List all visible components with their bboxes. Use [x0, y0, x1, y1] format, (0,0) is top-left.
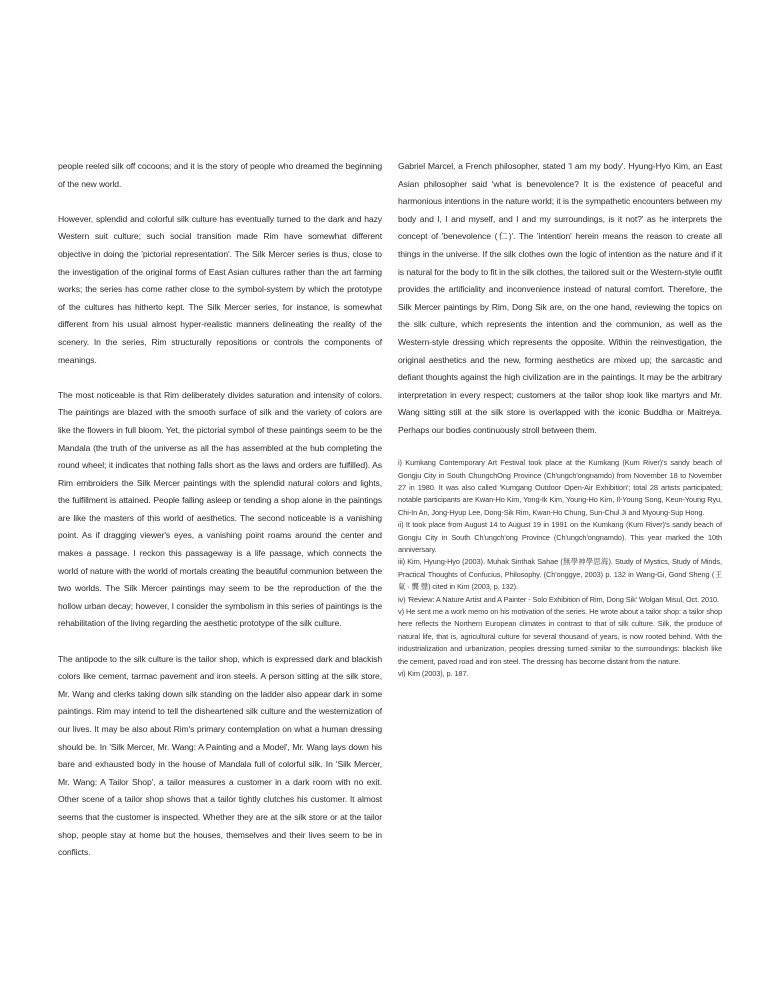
footnote: i) Kumkang Contemporary Art Festival took place at the Kumkang (Kum River)'s sandy beach of Gongju City in South ChungchOng Province (Ch'ungch'ongnamdo) from November 18 to November 27 in 1980. It was also called 'Kumgang Outdoor Open-Air Exhibition'; total 28 artists participated; notable participants are Kwan-Ho Kim, Yong-Ik Kim, Young-Ho Kim, Il-Young Song, Keun-Young Ryu, Chi-In An, Jong-Hyup Lee, Dong-Sik Rim, Kwan-Ho Chung, Sun-Chul Ji and Myoung-Sup Hong. [398, 458, 722, 517]
footnote: vi) Kim (2003), p. 187. [398, 669, 469, 678]
paragraph: The antipode to the silk culture is the tailor shop, which is expressed dark and blackish colors like cement, tarmac pavement and iron steels. A person sitting at the silk store, Mr. Wang and clerks taking down silk standing on the ladder also appear dark in some paintings. Rim may intend to tell the disheartened silk culture and the westernization of our lives. It may be also about Rim's primary contemplation on what a human dressing should be. In 'Silk Mercer, Mr. Wang: A Painting and a Model', Mr. Wang lays down his bare and exhausted body in the house of Mandala full of colorful silk. In 'Silk Mercer, Mr. Wang: A Tailor Shop', a tailor measures a customer in a dark room with no exit. Other scene of a tailor shop shows that a tailor tightly clutches his customer. It almost seems that the customer is inspected. Whether they are at the silk store or at the tailor shop, people stay at home but the houses, themselves and their lives seem to be in conflicts. [58, 653, 382, 858]
right-text-column [398, 158, 722, 680]
paragraph: Gabriel Marcel, a French philosopher, stated 'I am my body'. Hyung-Hyo Kim, an East Asian philosopher said 'what is benevolence? It is the existence of peaceful and harmonious intentions in the nature world; it is the sympathetic encounters between my body and I, I and myself, and I and my surroundings, is it not?' as he interprets the concept of 'benevolence (仁)'. The 'intention' herein means the reason to create all things in the universe. If the silk clothes own the logic of intention as the nature and if it is natural for the body to fit in the silk clothes, the tailored suit or the Western-style outfit provides the artificiality and inconvenience instead of natural comfort. Therefore, the Silk Mercer paintings by Rim, Dong Sik are, on the one hand, reviewing the topics on the silk culture, which represents the intention and the communion, as well as the Western-style dressing which represents the opposite. Within the reinvestigation, the original aesthetics and the new, forming aesthetics are mixed up; the sarcastic and defiant thoughts against the high civilization are in the paintings. It may be the arbitrary interpretation in every respect; customers at the tailor shop look like martyrs and Mr. Wang sitting still at the silk store is overlapped with the iconic Buddha or Maitreya. Perhaps our bodies continuously stroll between them. [398, 161, 722, 435]
left-text-column [58, 158, 382, 879]
footnote: iv) 'Review: A Nature Artist and A Painter - Solo Exhibition of Rim, Dong Sik' Wolgan Misul, Oct. 2010. [398, 594, 720, 604]
paragraph: people reeled silk off cocoons; and it is the story of people who dreamed the beginning of the new world. [58, 161, 382, 189]
footnotes [398, 457, 722, 680]
footnote: v) He sent me a work memo on his motivation of the series. He wrote about a tailor shop: a tailor shop here reflects the Northern European climates in contrast to that of silk culture. Silk, the produce of natural life, that is, agricultural culture for several thousand of years, is now rooted behind. With the industrialization and urbanization, peoples dressing turned similar to the surroundings: blackish like the cement, paved road and iron steel. The dressing has become distant from the nature. [398, 606, 722, 666]
footnote: ii) It took place from August 14 to August 19 in 1991 on the Kumkang (Kum River)'s sandy beach of Gongju City in South Ch'ungch'ong Province (Ch'ungch'ongnamdo). This year marked the 10th anniversary. [398, 520, 722, 554]
paragraph: The most noticeable is that Rim deliberately divides saturation and intensity of colors. The paintings are blazed with the smooth surface of silk and the variety of colors are like the flowers in full bloom. Yet, the pictorial symbol of these paintings seem to be the Mandala (the truth of the universe as all the has assembled at the hub completing the round wheel; it indicates that nothing falls short as the laws and orders are fulfilled). As Rim embroiders the Silk Mercer paintings with the splendid natural colors and lights, the fulfillment is attained. People falling asleep or tending a shop alone in the paintings are like the masters of this world of aesthetics. The second noticeable is a vanishing point. As if dragging viewer's eyes, a vanishing point roams around the center and makes a passage. I reckon this passageway is a life passage, which connects the world of nature with the world of mortals creating the beautiful communion between the two worlds. The Silk Mercer paintings may seem to be the reproduction of the the hollow urban decay; however, I consider the symbolism in this series of paintings is the rehabilitation of the living regarding the aesthetic prototype of the silk culture. [58, 389, 382, 629]
paragraph: However, splendid and colorful silk culture has eventually turned to the dark and hazy Western suit culture; such social transition made Rim have somewhat different objective in doing the 'pictorial representation'. The Silk Mercer series is thus, close to the investigation of the original forms of East Asian cultures rather than the art farming works; the series has come rather close to the symbol-system by which the prototype of the cultures has hitherto kept. The Silk Mercer series, for instance, is somewhat different from his usual almost hyper-realistic manners delineating the reality of the scenery. In the series, Rim structurally repositions or controls the components of meanings. [58, 213, 382, 365]
footnote: iii) Kim, Hyung-Hyo (2003). Muhak Sinthak Sahae (無學神學思海). Study of Mystics, Study of Minds, Practical Thoughts of Confucius, Philosophy. (Ch'onggye, 2003) p. 132 in Wang-Gi, Gond Sheng (王 氣 · 龔 聲) cited in Kim (2003, p. 132). [398, 557, 722, 592]
